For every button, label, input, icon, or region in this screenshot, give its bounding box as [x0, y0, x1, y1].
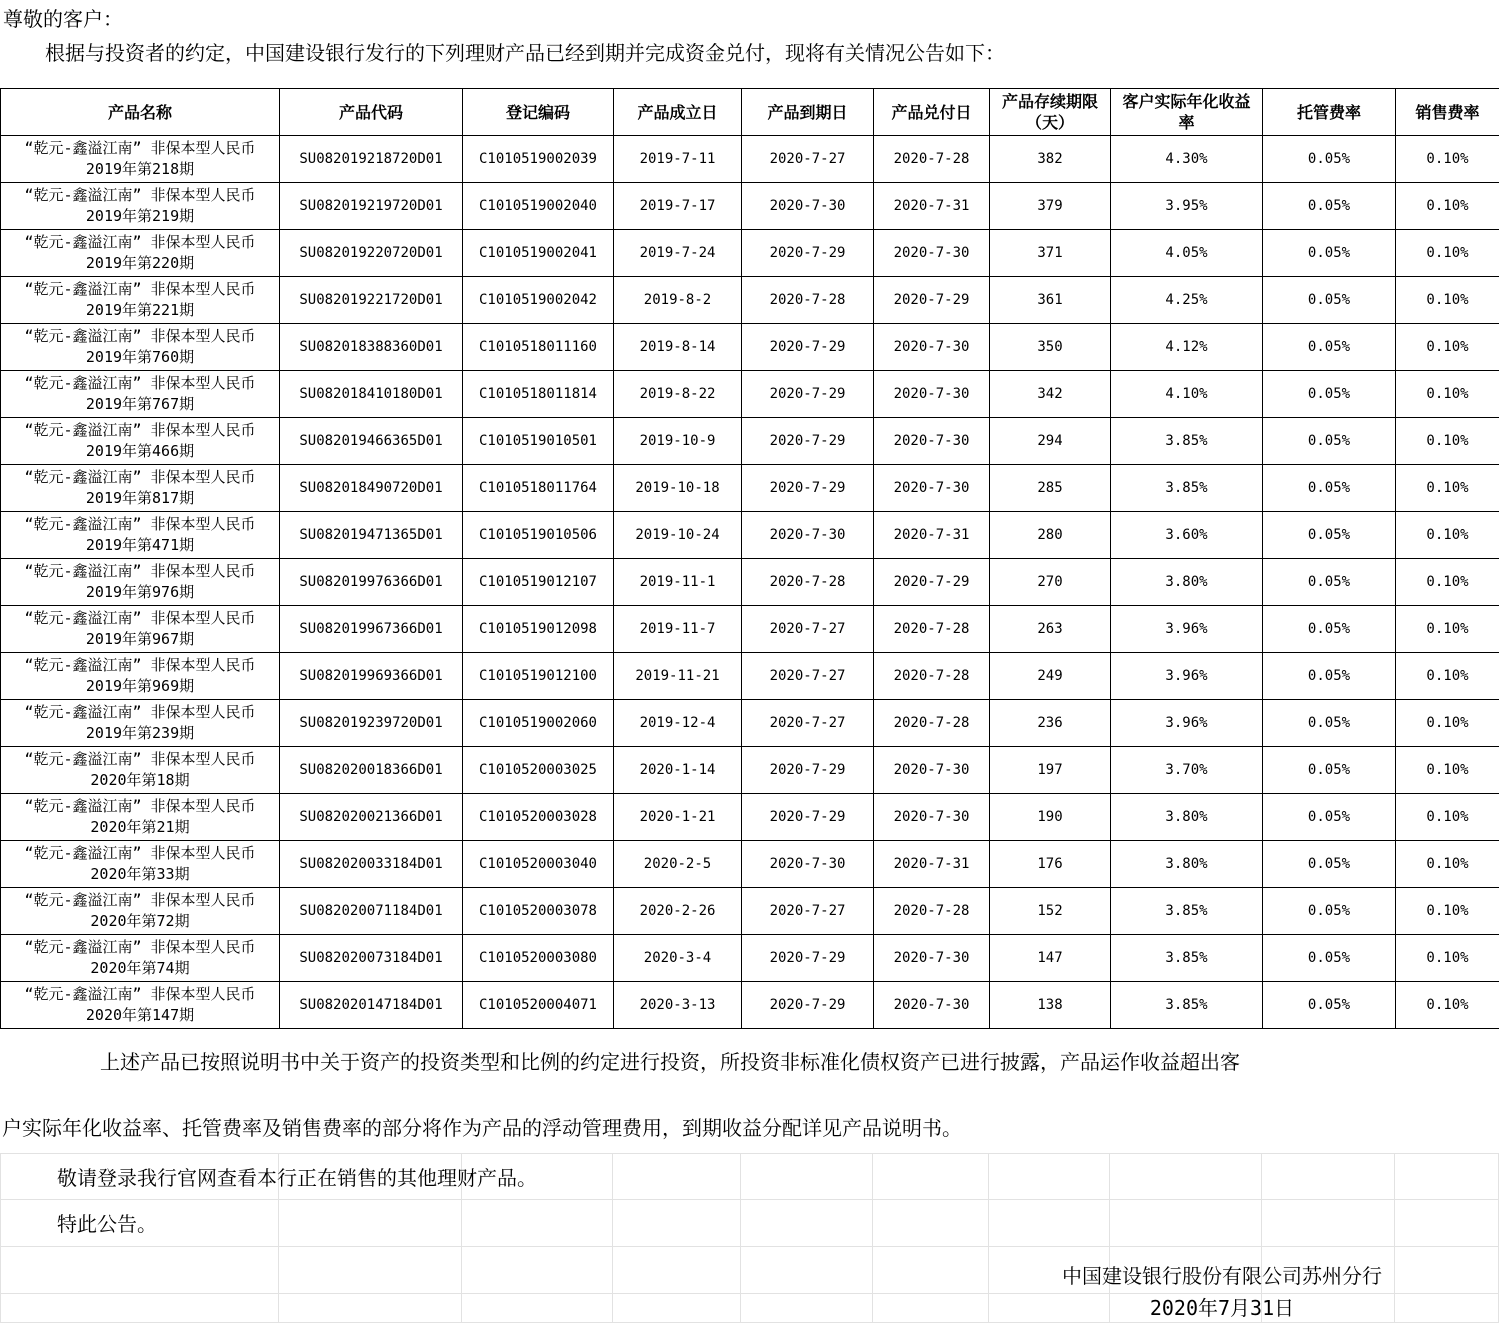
- signature-bank-branch: 中国建设银行股份有限公司苏州分行: [1062, 1264, 1382, 1288]
- table-cell: 152: [990, 888, 1111, 935]
- table-cell: C1010519012107: [463, 559, 614, 606]
- grid-cell: [1262, 1200, 1395, 1247]
- table-cell: 0.10%: [1396, 465, 1499, 512]
- table-cell: 2020-7-29: [742, 230, 874, 277]
- table-cell: 2019-7-24: [614, 230, 742, 277]
- table-cell: 0.05%: [1263, 653, 1396, 700]
- table-cell: 0.05%: [1263, 935, 1396, 982]
- signature-date: 2020年7月31日: [1149, 1296, 1295, 1320]
- table-cell: SU082020071184D01: [280, 888, 463, 935]
- grid-cell: [279, 1200, 462, 1247]
- table-cell: 4.05%: [1111, 230, 1263, 277]
- table-cell: 4.10%: [1111, 371, 1263, 418]
- product-name-cell: “乾元-鑫溢江南” 非保本型人民币2020年第21期: [1, 794, 280, 841]
- table-cell: 2020-7-29: [874, 559, 990, 606]
- table-cell: 3.80%: [1111, 841, 1263, 888]
- table-cell: 2020-7-29: [742, 747, 874, 794]
- product-name-cell: “乾元-鑫溢江南” 非保本型人民币2020年第18期: [1, 747, 280, 794]
- product-name-cell: “乾元-鑫溢江南” 非保本型人民币2019年第221期: [1, 277, 280, 324]
- table-cell: 176: [990, 841, 1111, 888]
- footer-paragraph-2: 户实际年化收益率、托管费率及销售费率的部分将作为产品的浮动管理费用，到期收益分配详见产品说明书。: [2, 1116, 962, 1140]
- table-cell: SU082019976366D01: [280, 559, 463, 606]
- grid-cell: [279, 1294, 462, 1323]
- table-cell: C1010520004071: [463, 982, 614, 1029]
- grid-cell: [462, 1294, 613, 1323]
- table-cell: 236: [990, 700, 1111, 747]
- table-row: [1, 841, 1499, 888]
- table-cell: 2020-3-4: [614, 935, 742, 982]
- table-cell: 2020-7-27: [742, 136, 874, 183]
- table-cell: 3.85%: [1111, 418, 1263, 465]
- column-header-0: 产品名称: [1, 89, 280, 136]
- table-cell: 0.05%: [1263, 324, 1396, 371]
- table-cell: 2020-7-30: [874, 371, 990, 418]
- product-name-cell: “乾元-鑫溢江南” 非保本型人民币2019年第218期: [1, 136, 280, 183]
- table-cell: 0.05%: [1263, 559, 1396, 606]
- table-cell: 0.05%: [1263, 277, 1396, 324]
- product-name-cell: “乾元-鑫溢江南” 非保本型人民币2020年第33期: [1, 841, 280, 888]
- table-cell: 138: [990, 982, 1111, 1029]
- table-cell: C1010519012100: [463, 653, 614, 700]
- table-cell: 0.05%: [1263, 794, 1396, 841]
- table-cell: 2020-2-5: [614, 841, 742, 888]
- table-cell: 3.96%: [1111, 653, 1263, 700]
- grid-cell: [613, 1247, 741, 1294]
- table-cell: C1010520003078: [463, 888, 614, 935]
- table-cell: 3.85%: [1111, 465, 1263, 512]
- grid-cell: [1395, 1247, 1499, 1294]
- grid-cell: [462, 1200, 613, 1247]
- table-cell: 2020-2-26: [614, 888, 742, 935]
- table-cell: 2020-7-30: [874, 324, 990, 371]
- table-cell: C1010519002042: [463, 277, 614, 324]
- product-name-cell: “乾元-鑫溢江南” 非保本型人民币2019年第760期: [1, 324, 280, 371]
- table-cell: 285: [990, 465, 1111, 512]
- table-cell: 2020-7-30: [874, 935, 990, 982]
- table-cell: SU082019471365D01: [280, 512, 463, 559]
- grid-cell: [741, 1200, 873, 1247]
- table-cell: 3.95%: [1111, 183, 1263, 230]
- table-cell: 0.05%: [1263, 136, 1396, 183]
- table-cell: 4.12%: [1111, 324, 1263, 371]
- product-name-cell: “乾元-鑫溢江南” 非保本型人民币2019年第220期: [1, 230, 280, 277]
- table-cell: 2020-7-29: [742, 465, 874, 512]
- product-name-cell: “乾元-鑫溢江南” 非保本型人民币2019年第976期: [1, 559, 280, 606]
- table-cell: 3.96%: [1111, 606, 1263, 653]
- table-cell: 371: [990, 230, 1111, 277]
- table-cell: 4.30%: [1111, 136, 1263, 183]
- table-cell: 147: [990, 935, 1111, 982]
- table-cell: 2020-7-28: [874, 700, 990, 747]
- table-cell: 0.05%: [1263, 747, 1396, 794]
- table-cell: 2019-8-22: [614, 371, 742, 418]
- table-row: [1, 136, 1499, 183]
- table-cell: 3.60%: [1111, 512, 1263, 559]
- table-cell: 0.10%: [1396, 136, 1499, 183]
- table-cell: 2020-7-27: [742, 888, 874, 935]
- table-cell: 2019-10-24: [614, 512, 742, 559]
- column-header-8: 托管费率: [1263, 89, 1396, 136]
- table-cell: 2020-7-28: [742, 277, 874, 324]
- table-cell: SU082020018366D01: [280, 747, 463, 794]
- table-cell: 342: [990, 371, 1111, 418]
- table-row: [1, 794, 1499, 841]
- table-cell: 3.85%: [1111, 935, 1263, 982]
- table-cell: 2019-10-18: [614, 465, 742, 512]
- table-cell: C1010519010501: [463, 418, 614, 465]
- product-name-cell: “乾元-鑫溢江南” 非保本型人民币2019年第471期: [1, 512, 280, 559]
- table-cell: C1010519002040: [463, 183, 614, 230]
- table-cell: 2020-7-30: [742, 512, 874, 559]
- table-row: [1, 700, 1499, 747]
- table-cell: 2020-7-28: [742, 559, 874, 606]
- salutation: 尊敬的客户：: [3, 7, 123, 31]
- product-name-cell: “乾元-鑫溢江南” 非保本型人民币2019年第466期: [1, 418, 280, 465]
- table-cell: SU082019218720D01: [280, 136, 463, 183]
- table-cell: SU082019220720D01: [280, 230, 463, 277]
- table-row: [1, 606, 1499, 653]
- table-cell: C1010518011160: [463, 324, 614, 371]
- table-cell: 0.10%: [1396, 982, 1499, 1029]
- table-row: [1, 277, 1499, 324]
- table-cell: SU082019466365D01: [280, 418, 463, 465]
- grid-cell: [1395, 1153, 1499, 1200]
- table-cell: 0.10%: [1396, 794, 1499, 841]
- grid-cell: [0, 1294, 279, 1323]
- table-cell: 0.05%: [1263, 512, 1396, 559]
- table-cell: SU082020147184D01: [280, 982, 463, 1029]
- table-row: [1, 559, 1499, 606]
- table-cell: 263: [990, 606, 1111, 653]
- table-cell: 2020-1-14: [614, 747, 742, 794]
- table-cell: 0.05%: [1263, 230, 1396, 277]
- intro-paragraph: 根据与投资者的约定，中国建设银行发行的下列理财产品已经到期并完成资金兑付，现将有关情况公告如下：: [45, 41, 1005, 65]
- table-cell: 379: [990, 183, 1111, 230]
- product-name-cell: “乾元-鑫溢江南” 非保本型人民币2020年第74期: [1, 935, 280, 982]
- table-cell: SU082020021366D01: [280, 794, 463, 841]
- table-cell: C1010518011764: [463, 465, 614, 512]
- table-cell: 2020-7-28: [874, 136, 990, 183]
- table-cell: 0.10%: [1396, 277, 1499, 324]
- table-cell: SU082018410180D01: [280, 371, 463, 418]
- table-cell: 0.10%: [1396, 324, 1499, 371]
- table-cell: 3.80%: [1111, 794, 1263, 841]
- table-cell: 2020-7-29: [742, 371, 874, 418]
- table-cell: 2019-8-2: [614, 277, 742, 324]
- products-table: [0, 88, 1499, 1029]
- table-cell: 2020-7-30: [874, 794, 990, 841]
- table-cell: 2019-10-9: [614, 418, 742, 465]
- table-cell: C1010520003028: [463, 794, 614, 841]
- table-row: [1, 512, 1499, 559]
- grid-cell: [1395, 1294, 1499, 1323]
- grid-cell: [873, 1153, 989, 1200]
- table-cell: 2020-7-31: [874, 512, 990, 559]
- product-name-cell: “乾元-鑫溢江南” 非保本型人民币2019年第967期: [1, 606, 280, 653]
- table-cell: 350: [990, 324, 1111, 371]
- table-cell: 2019-11-21: [614, 653, 742, 700]
- grid-cell: [989, 1153, 1110, 1200]
- table-cell: SU082019239720D01: [280, 700, 463, 747]
- table-row: [1, 465, 1499, 512]
- column-header-6: 产品存续期限（天）: [990, 89, 1111, 136]
- footer-paragraph-4: 特此公告。: [57, 1212, 157, 1236]
- table-body: [1, 136, 1499, 1029]
- table-cell: 2020-7-29: [742, 935, 874, 982]
- table-cell: 2020-7-30: [742, 841, 874, 888]
- column-header-2: 登记编码: [463, 89, 614, 136]
- grid-cell: [741, 1153, 873, 1200]
- table-cell: 2020-7-30: [874, 465, 990, 512]
- table-cell: C1010519012098: [463, 606, 614, 653]
- table-cell: 2020-7-29: [742, 418, 874, 465]
- grid-cell: [462, 1247, 613, 1294]
- table-row: [1, 324, 1499, 371]
- table-cell: 2020-7-28: [874, 653, 990, 700]
- column-header-7: 客户实际年化收益率: [1111, 89, 1263, 136]
- table-cell: 4.25%: [1111, 277, 1263, 324]
- table-cell: 270: [990, 559, 1111, 606]
- table-row: [1, 747, 1499, 794]
- table-cell: 0.10%: [1396, 183, 1499, 230]
- table-cell: C1010519002039: [463, 136, 614, 183]
- grid-cell: [1395, 1200, 1499, 1247]
- grid-cell: [279, 1247, 462, 1294]
- product-name-cell: “乾元-鑫溢江南” 非保本型人民币2020年第72期: [1, 888, 280, 935]
- table-row: [1, 653, 1499, 700]
- table-cell: C1010520003025: [463, 747, 614, 794]
- table-cell: 2020-7-29: [742, 324, 874, 371]
- table-cell: SU082020033184D01: [280, 841, 463, 888]
- table-cell: 2020-7-28: [874, 606, 990, 653]
- grid-cell: [613, 1294, 741, 1323]
- table-cell: 0.05%: [1263, 371, 1396, 418]
- table-cell: SU082019967366D01: [280, 606, 463, 653]
- column-header-5: 产品兑付日: [874, 89, 990, 136]
- table-row: [1, 935, 1499, 982]
- column-header-3: 产品成立日: [614, 89, 742, 136]
- product-name-cell: “乾元-鑫溢江南” 非保本型人民币2019年第817期: [1, 465, 280, 512]
- column-header-4: 产品到期日: [742, 89, 874, 136]
- table-cell: 2020-7-30: [874, 982, 990, 1029]
- column-header-9: 销售费率: [1396, 89, 1499, 136]
- table-cell: 0.05%: [1263, 841, 1396, 888]
- table-cell: 2020-7-30: [874, 418, 990, 465]
- table-cell: 2020-7-27: [742, 700, 874, 747]
- table-cell: 280: [990, 512, 1111, 559]
- table-cell: 2020-7-30: [742, 183, 874, 230]
- product-name-cell: “乾元-鑫溢江南” 非保本型人民币2020年第147期: [1, 982, 280, 1029]
- table-cell: 382: [990, 136, 1111, 183]
- table-cell: 0.10%: [1396, 418, 1499, 465]
- table-cell: C1010520003080: [463, 935, 614, 982]
- table-cell: SU082018388360D01: [280, 324, 463, 371]
- grid-cell: [741, 1294, 873, 1323]
- bottom-region: [0, 1153, 1499, 1325]
- product-name-cell: “乾元-鑫溢江南” 非保本型人民币2019年第767期: [1, 371, 280, 418]
- table-cell: SU082019969366D01: [280, 653, 463, 700]
- table-cell: 3.70%: [1111, 747, 1263, 794]
- footer-paragraph-1: 上述产品已按照说明书中关于资产的投资类型和比例的约定进行投资，所投资非标准化债权资产已进行披露，产品运作收益超出客: [100, 1050, 1240, 1074]
- table-cell: 2020-7-29: [742, 982, 874, 1029]
- table-cell: 0.10%: [1396, 888, 1499, 935]
- table-row: [1, 982, 1499, 1029]
- table-cell: 3.85%: [1111, 888, 1263, 935]
- table-cell: 2019-12-4: [614, 700, 742, 747]
- table-cell: 0.05%: [1263, 183, 1396, 230]
- product-name-cell: “乾元-鑫溢江南” 非保本型人民币2019年第219期: [1, 183, 280, 230]
- table-cell: 3.85%: [1111, 982, 1263, 1029]
- table-cell: 2020-7-31: [874, 183, 990, 230]
- table-row: [1, 371, 1499, 418]
- table-row: [1, 183, 1499, 230]
- footer-paragraph-3: 敬请登录我行官网查看本行正在销售的其他理财产品。: [57, 1166, 537, 1190]
- table-row: [1, 418, 1499, 465]
- table-cell: 2020-7-28: [874, 888, 990, 935]
- table-header-row: [1, 89, 1499, 136]
- grid-cell: [989, 1200, 1110, 1247]
- table-cell: SU082018490720D01: [280, 465, 463, 512]
- grid-cell: [873, 1294, 989, 1323]
- table-cell: 0.05%: [1263, 888, 1396, 935]
- product-name-cell: “乾元-鑫溢江南” 非保本型人民币2019年第969期: [1, 653, 280, 700]
- table-cell: 2020-7-27: [742, 606, 874, 653]
- grid-cell: [873, 1247, 989, 1294]
- table-cell: C1010520003040: [463, 841, 614, 888]
- table-cell: 2020-7-29: [874, 277, 990, 324]
- table-cell: 0.05%: [1263, 982, 1396, 1029]
- table-cell: 0.10%: [1396, 653, 1499, 700]
- table-cell: 2019-7-17: [614, 183, 742, 230]
- table-cell: 0.10%: [1396, 935, 1499, 982]
- table-cell: 2020-7-27: [742, 653, 874, 700]
- table-cell: 0.10%: [1396, 371, 1499, 418]
- table-row: [1, 888, 1499, 935]
- table-cell: 0.05%: [1263, 606, 1396, 653]
- table-cell: 2020-7-30: [874, 230, 990, 277]
- table-cell: 3.80%: [1111, 559, 1263, 606]
- table-cell: 361: [990, 277, 1111, 324]
- table-cell: C1010519002041: [463, 230, 614, 277]
- table-cell: 2019-11-1: [614, 559, 742, 606]
- table-cell: 0.05%: [1263, 465, 1396, 512]
- table-cell: SU082020073184D01: [280, 935, 463, 982]
- table-cell: 0.10%: [1396, 747, 1499, 794]
- grid-cell: [873, 1200, 989, 1247]
- grid-cell: [613, 1153, 741, 1200]
- table-cell: 2020-7-29: [742, 794, 874, 841]
- table-cell: 249: [990, 653, 1111, 700]
- table-cell: 0.10%: [1396, 700, 1499, 747]
- table-cell: 0.10%: [1396, 512, 1499, 559]
- grid-cell: [0, 1247, 279, 1294]
- table-cell: C1010518011814: [463, 371, 614, 418]
- table-cell: 0.10%: [1396, 606, 1499, 653]
- table-cell: 0.10%: [1396, 230, 1499, 277]
- grid-cell: [1262, 1153, 1395, 1200]
- table-cell: 197: [990, 747, 1111, 794]
- grid-cell: [613, 1200, 741, 1247]
- table-cell: 0.10%: [1396, 841, 1499, 888]
- table-cell: 0.05%: [1263, 700, 1396, 747]
- table-cell: C1010519002060: [463, 700, 614, 747]
- table-cell: 2020-1-21: [614, 794, 742, 841]
- table-cell: 0.10%: [1396, 559, 1499, 606]
- table-cell: 190: [990, 794, 1111, 841]
- table-cell: 3.96%: [1111, 700, 1263, 747]
- table-cell: 2020-7-31: [874, 841, 990, 888]
- product-name-cell: “乾元-鑫溢江南” 非保本型人民币2019年第239期: [1, 700, 280, 747]
- grid-cell: [741, 1247, 873, 1294]
- table-row: [1, 230, 1499, 277]
- table-cell: C1010519010506: [463, 512, 614, 559]
- column-header-1: 产品代码: [280, 89, 463, 136]
- table-cell: 2020-3-13: [614, 982, 742, 1029]
- table-cell: SU082019221720D01: [280, 277, 463, 324]
- table-cell: 2019-7-11: [614, 136, 742, 183]
- table-cell: 2020-7-30: [874, 747, 990, 794]
- table-cell: 2019-11-7: [614, 606, 742, 653]
- table-cell: 2019-8-14: [614, 324, 742, 371]
- grid-cell: [1110, 1200, 1262, 1247]
- table-cell: SU082019219720D01: [280, 183, 463, 230]
- grid-cell: [1110, 1153, 1262, 1200]
- table-cell: 294: [990, 418, 1111, 465]
- table-cell: 0.05%: [1263, 418, 1396, 465]
